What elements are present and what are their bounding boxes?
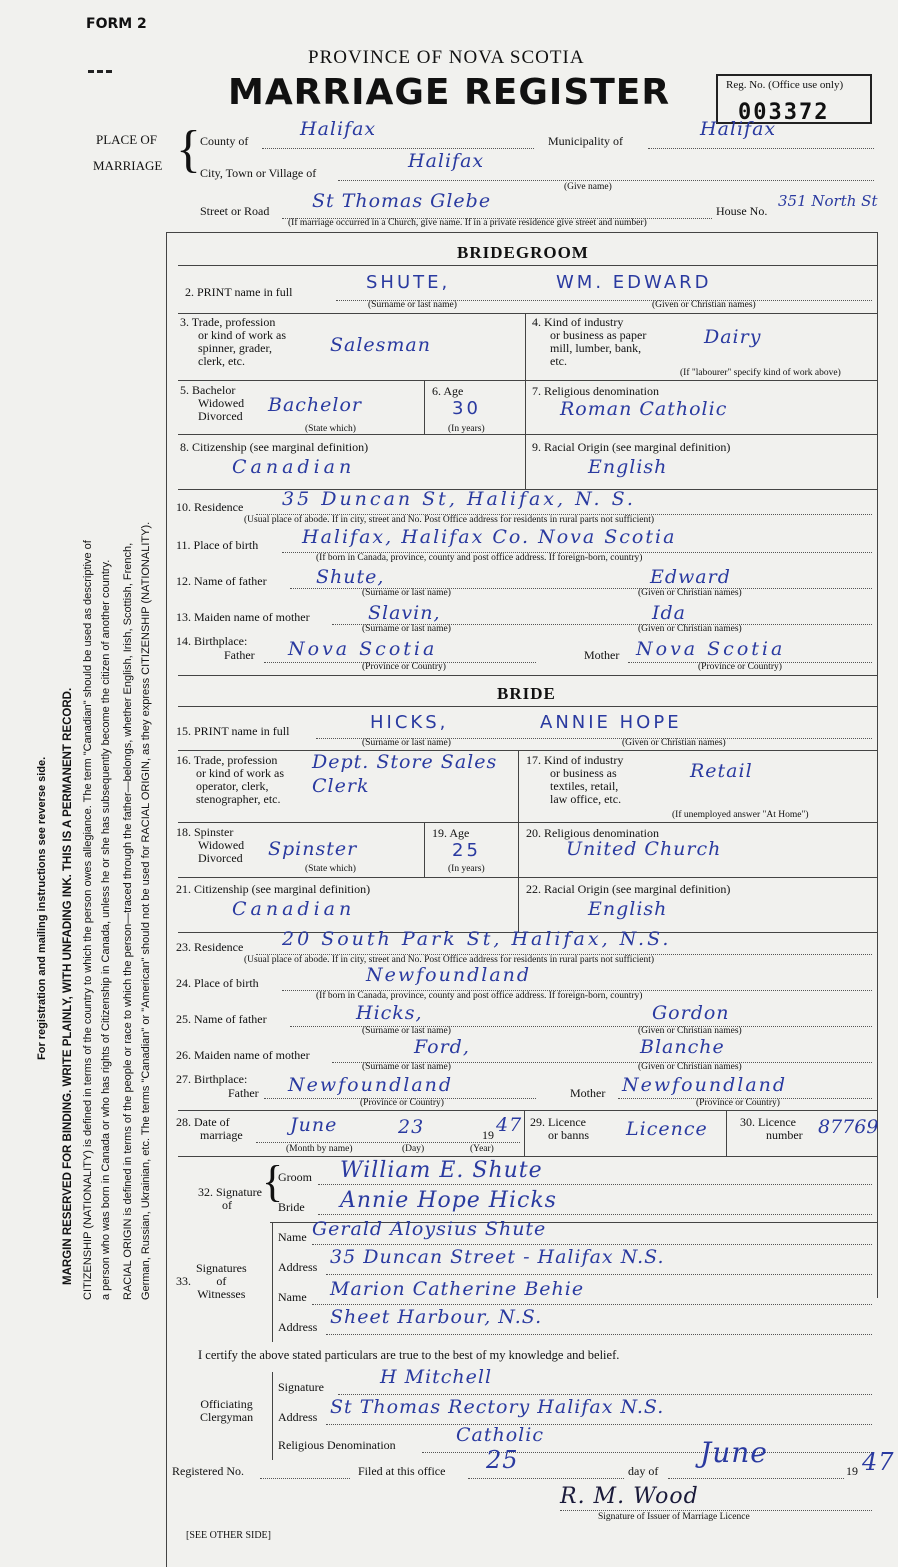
bride-status: Spinster [268,838,358,860]
margin-instructions: For registration and mailing instructions see reverse side. [36,756,48,1060]
bride-age: 25 [452,840,481,861]
groom-mother-surname: Slavin, [368,602,441,624]
city-value: Halifax [408,150,485,172]
bride-status-label: 18. Spinster Widowed Divorced [176,825,245,865]
street-value: St Thomas Glebe [312,190,492,212]
clergy-signature: H Mitchell [380,1366,493,1388]
bride-name-label: 15. PRINT name in full [176,724,290,738]
groom-birthplace-label: 14. Birthplace: [176,634,248,648]
groom-bp-mother: Nova Scotia [636,638,786,660]
groom-mother-surname-caption: (Surname or last name) [362,624,451,634]
witnesses-num: 33. [176,1274,191,1288]
signature-of-label: 32. Signature of [198,1185,262,1212]
bride-father-surname-caption: (Surname or last name) [362,1026,451,1036]
frame-left [166,232,167,1567]
bride-surname: HICKS, [370,712,449,733]
groom-age-caption: (In years) [448,424,485,434]
groom-citizenship-label: 8. Citizenship (see marginal definition) [180,440,369,454]
groom-surname: SHUTE, [366,272,451,293]
groom-surname-caption: (Surname or last name) [368,300,457,310]
bride-residence-caption: (Usual place of abode. If in city, street and No. Post Office address for residents in rural parts not sufficient) [244,955,655,965]
bride-bp-father-label: Father [228,1086,259,1100]
groom-bp-father-caption: (Province or Country) [362,662,446,672]
bride-residence-label: 23. Residence [176,940,244,954]
groom-religion: Roman Catholic [560,398,728,420]
groom-birth-caption: (If born in Canada, province, county and post office address. If foreign-born, country) [316,553,643,563]
licence-number: 87769 [818,1116,879,1138]
groom-age: 30 [452,398,481,419]
street-note: (If marriage occurred in a Church, give name. If in a private residence give street and number) [288,218,647,228]
house-label: House No. [716,204,768,218]
reg-label: Reg. No. (Office use only) [726,79,844,91]
groom-trade-label: 3. Trade, profession or kind of work as spinner, grader, clerk, etc. [180,315,286,368]
bride-religion: United Church [566,838,722,860]
province-heading: PROVINCE OF NOVA SCOTIA [308,47,585,68]
groom-residence-caption: (Usual place of abode. If in city, street and No. Post Office address for residents in rural parts not sufficient) [244,515,655,525]
bride-citizenship: Canadian [232,898,356,920]
marriage-date-label: 28. Date of marriage [176,1115,243,1142]
groom-mother-given: Ida [652,602,686,624]
bride-father-label: 25. Name of father [176,1012,267,1026]
bride-racial: English [588,898,668,920]
groom-racial-label: 9. Racial Origin (see marginal definition) [532,440,731,454]
issuer-signature: R. M. Wood [560,1484,699,1509]
w1-name: Gerald Aloysius Shute [312,1218,547,1240]
bride-industry-note: (If unemployed answer "At Home") [672,810,809,820]
groom-state-caption: (State which) [305,424,356,434]
clergy-address: St Thomas Rectory Halifax N.S. [330,1396,665,1418]
bride-mother-given-caption: (Given or Christian names) [638,1062,742,1072]
licence-label: 29. Licence or banns [530,1115,589,1142]
registered-label: Registered No. [172,1464,244,1478]
binding-mark [88,70,112,76]
w2-address-label: Address [278,1320,318,1334]
day-of-label: day of [628,1464,659,1478]
marriage-year: 47 [496,1114,523,1136]
clergy-address-label: Address [278,1410,318,1424]
groom-bp-mother-label: Mother [584,648,620,662]
reg-number: 003372 [738,100,830,125]
groom-father-given-caption: (Given or Christian names) [638,588,742,598]
groom-name-label: 2. PRINT name in full [185,285,293,299]
clergy-sig-label: Signature [278,1380,324,1394]
give-name-caption: (Give name) [564,182,612,192]
bride-heading: BRIDE [497,684,556,703]
bride-bp-mother: Newfoundland [622,1074,788,1096]
groom-religion-label: 7. Religious denomination [532,384,659,398]
street-label: Street or Road [200,204,270,218]
clergy-denomination: Catholic [456,1424,544,1446]
bride-religion-label: 20. Religious denomination [526,826,659,840]
bride-given-caption: (Given or Christian names) [622,738,726,748]
groom-father-given: Edward [650,566,731,588]
form-number: FORM 2 [86,16,147,32]
marriage-year-prefix: 19 [482,1128,494,1142]
groom-father-surname: Shute, [316,566,385,588]
filed-day: 25 [486,1446,519,1474]
groom-citizenship: Canadian [232,456,356,478]
groom-status: Bachelor [268,394,363,416]
bride-bp-father: Newfoundland [288,1074,454,1096]
month-caption: (Month by name) [286,1144,353,1154]
bride-age-caption: (In years) [448,864,485,874]
officiating-label: Officiating Clergyman [200,1397,254,1424]
municipality-value: Halifax [700,118,777,140]
bride-bp-father-caption: (Province or Country) [360,1098,444,1108]
marriage-day: 23 [398,1116,425,1138]
groom-residence-label: 10. Residence [176,500,244,514]
bride-signature: Annie Hope Hicks [340,1188,557,1213]
groom-industry: Dairy [704,326,762,348]
bride-birth: Newfoundland [366,964,532,986]
page-title: MARRIAGE REGISTER [228,72,671,113]
bride-trade: Dept. Store Sales Clerk [312,751,498,797]
bride-mother-surname-caption: (Surname or last name) [362,1062,451,1072]
margin-binding: MARGIN RESERVED FOR BINDING. WRITE PLAINLY, WITH UNFADING INK. THIS IS A PERMANENT RECORD. [62,687,74,1285]
bride-birthplace-label: 27. Birthplace: [176,1072,248,1086]
groom-industry-note: (If "labourer" specify kind of work above) [680,368,841,378]
bride-mother-given: Blanche [640,1036,725,1058]
w2-name: Marion Catherine Behie [330,1278,585,1300]
groom-mother-label: 13. Maiden name of mother [176,610,310,624]
place-label-2: MARRIAGE [93,158,163,173]
groom-sig-label: Groom [278,1170,312,1184]
certify-text: I certify the above stated particulars are true to the best of my knowledge and belief. [198,1348,620,1362]
bride-birth-label: 24. Place of birth [176,976,259,990]
bride-father-given: Gordon [652,1002,730,1024]
bride-mother-label: 26. Maiden name of mother [176,1048,310,1062]
margin-citizenship-2: a person who was born in Canada or who has rights of Citizenship in Canada, unless he or she has subsequently become the citizen of another country. [100,559,112,1300]
bride-bp-mother-caption: (Province or Country) [696,1098,780,1108]
licence-number-label: 30. Licence number [740,1115,803,1142]
groom-given: WM. EDWARD [556,272,712,293]
bride-mother-surname: Ford, [414,1036,470,1058]
w2-name-label: Name [278,1290,307,1304]
bride-residence: 20 South Park St, Halifax, N.S. [282,928,672,950]
groom-status-label: 5. Bachelor Widowed Divorced [180,383,245,423]
groom-father-surname-caption: (Surname or last name) [362,588,451,598]
bride-industry: Retail [690,760,753,782]
bride-citizenship-label: 21. Citizenship (see marginal definition) [176,882,371,896]
year-caption: (Year) [470,1144,494,1154]
place-label-1: PLACE OF [96,132,158,147]
w1-address: 35 Duncan Street - Halifax N.S. [330,1246,665,1268]
bride-age-label: 19. Age [432,826,470,840]
groom-father-label: 12. Name of father [176,574,267,588]
bride-father-surname: Hicks, [356,1002,423,1024]
groom-birth-label: 11. Place of birth [176,538,259,552]
filed-label: Filed at this office [358,1464,446,1478]
groom-trade: Salesman [330,334,431,356]
county-value: Halifax [300,118,377,140]
bride-trade-label: 16. Trade, profession or kind of work as operator, clerk, stenographer, etc. [176,753,284,806]
bride-given: ANNIE HOPE [540,712,682,733]
bride-sig-label: Bride [278,1200,305,1214]
w1-address-label: Address [278,1260,318,1274]
marriage-month: June [290,1114,338,1136]
licence-value: Licence [626,1118,708,1140]
clergy-denomination-label: Religious Denomination [278,1438,396,1452]
bride-racial-label: 22. Racial Origin (see marginal definition) [526,882,731,896]
groom-age-label: 6. Age [432,384,464,398]
groom-bp-mother-caption: (Province or Country) [698,662,782,672]
groom-bp-father-label: Father [224,648,255,662]
bridegroom-heading: BRIDEGROOM [457,243,589,262]
city-label: City, Town or Village of [200,166,317,180]
groom-mother-given-caption: (Given or Christian names) [638,624,742,634]
witnesses-label: Signatures of Witnesses [196,1261,247,1301]
bride-birth-caption: (If born in Canada, province, county and post office address. If foreign-born, country) [316,991,643,1001]
margin-racial-2: German, Russian, Ukrainian, etc. The terms "Canadian" or "American" should not be used for RACIAL ORIGIN, as they express CITIZENSHIP (NATIONALITY). [140,521,152,1300]
filed-year: 47 [862,1448,895,1476]
house-value: 351 North St [778,192,878,210]
groom-given-caption: (Given or Christian names) [652,300,756,310]
w2-address: Sheet Harbour, N.S. [330,1306,543,1328]
groom-residence: 35 Duncan St, Halifax, N. S. [282,488,636,510]
w1-name-label: Name [278,1230,307,1244]
bride-father-given-caption: (Given or Christian names) [638,1026,742,1036]
sig-brace: { [262,1157,284,1206]
bride-state-caption: (State which) [305,864,356,874]
groom-bp-father: Nova Scotia [288,638,438,660]
margin-racial-1: RACIAL ORIGIN is defined in terms of the people or race to which the person—traced through the father—belongs, whether English, Irish, Scottish, French, [122,542,134,1300]
filed-month: June [700,1436,768,1469]
margin-citizenship-1: CITIZENSHIP (NATIONALITY) is defined in terms of the country to which the person owes allegiance. The term "Canadian" should be used as descriptive of [82,540,94,1300]
county-label: County of [200,134,249,148]
groom-racial: English [588,456,668,478]
filed-year-prefix: 19 [846,1464,858,1478]
bride-industry-label: 17. Kind of industry or business as textiles, retail, law office, etc. [526,753,624,806]
groom-birth: Halifax, Halifax Co. Nova Scotia [302,526,677,548]
groom-industry-label: 4. Kind of industry or business as paper mill, lumber, bank, etc. [532,315,647,368]
day-caption: (Day) [402,1144,425,1154]
place-brace: { [176,121,201,178]
municipality-label: Municipality of [548,134,623,148]
bride-surname-caption: (Surname or last name) [362,738,451,748]
groom-signature: William E. Shute [340,1158,543,1183]
bride-bp-mother-label: Mother [570,1086,606,1100]
issuer-caption: Signature of Issuer of Marriage Licence [598,1512,750,1522]
see-other-side: [SEE OTHER SIDE] [186,1530,271,1541]
